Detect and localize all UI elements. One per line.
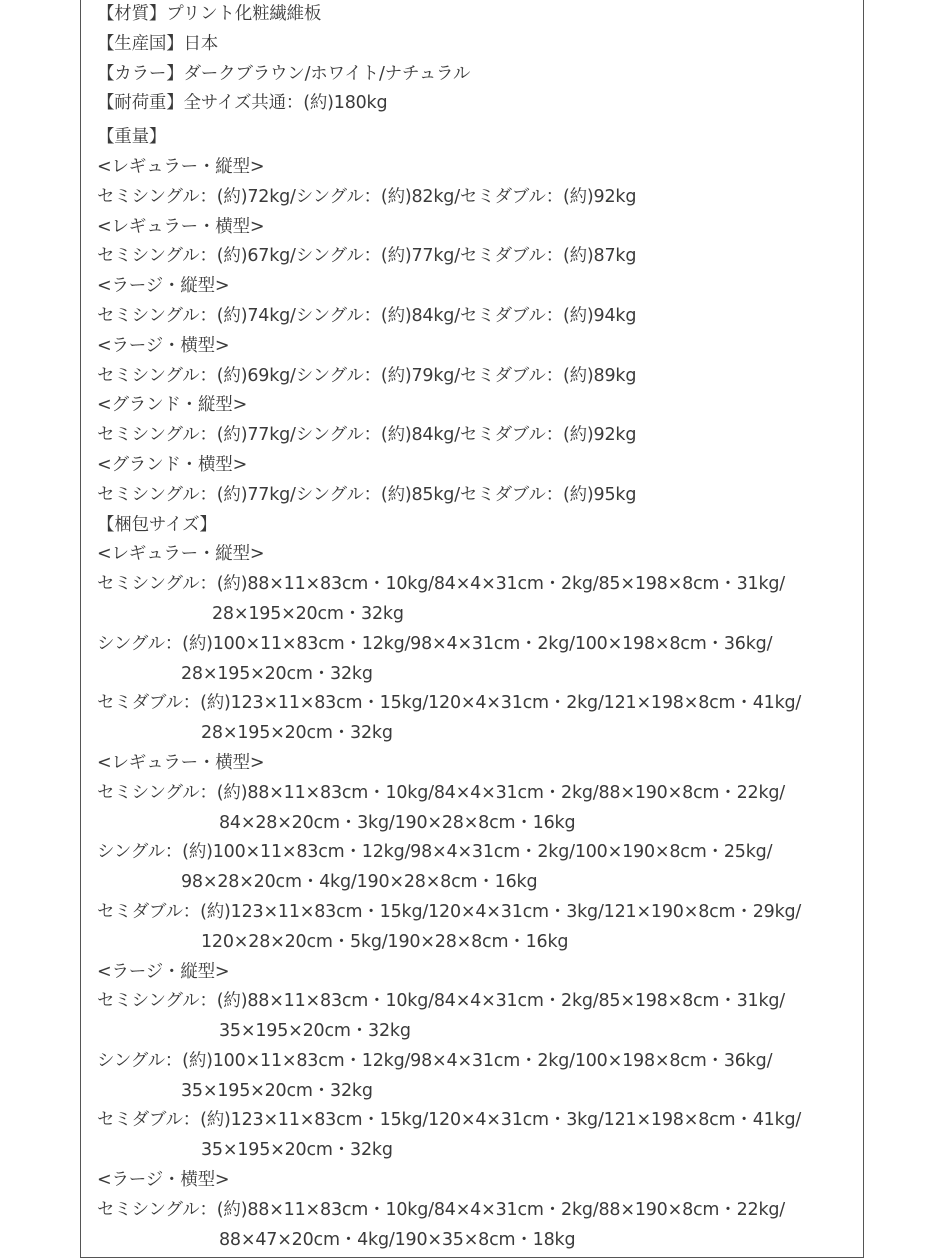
weight-label-regular-vertical: <レギュラー・縦型> [97, 156, 265, 177]
weight-values-grand-vertical: セミシングル：(約)77kg/シングル：(約)84kg/セミダブル：(約)92kg [97, 425, 637, 446]
package-row-line1: セミシングル：(約)88×11×83cm・10kg/84×4×31cm・2kg/85×198×8cm・31kg/ [97, 991, 785, 1012]
package-row-line2: 98×28×20cm・4kg/190×28×8cm・16kg [181, 872, 538, 893]
package-row-line1: セミダブル：(約)123×11×83cm・15kg/120×4×31cm・2kg/121×198×8cm・41kg/ [97, 693, 802, 714]
package-row-line1: セミシングル：(約)88×11×83cm・10kg/84×4×31cm・2kg/88×190×8cm・22kg/ [97, 782, 785, 803]
spec-document [97, 0, 857, 1255]
package-row-line1: シングル：(約)100×11×83cm・12kg/98×4×31cm・2kg/100×190×8cm・25kg/ [97, 842, 773, 863]
package-heading: 【梱包サイズ】 [97, 514, 217, 535]
weight-label-regular-horizontal: <レギュラー・横型> [97, 216, 265, 237]
weight-values-large-horizontal: セミシングル：(約)69kg/シングル：(約)79kg/セミダブル：(約)89kg [97, 365, 637, 386]
package-row-line2: 88×47×20cm・4kg/190×35×8cm・18kg [219, 1229, 576, 1250]
package-row-line2: 35×195×20cm・32kg [201, 1140, 393, 1161]
package-row-line1: セミダブル：(約)123×11×83cm・15kg/120×4×31cm・3kg/121×190×8cm・29kg/ [97, 901, 802, 922]
weight-values-regular-horizontal: セミシングル：(約)67kg/シングル：(約)77kg/セミダブル：(約)87kg [97, 246, 637, 267]
package-label-regular-vertical: <レギュラー・縦型> [97, 544, 265, 565]
load-line: 【耐荷重】全サイズ共通：(約)180kg [97, 93, 388, 114]
package-row-line1: セミダブル：(約)123×11×83cm・15kg/120×4×31cm・3kg/121×198×8cm・41kg/ [97, 1110, 802, 1131]
package-row-line2: 120×28×20cm・5kg/190×28×8cm・16kg [201, 931, 569, 952]
package-row-line2: 84×28×20cm・3kg/190×28×8cm・16kg [219, 812, 576, 833]
package-row-line2: 28×195×20cm・32kg [181, 663, 373, 684]
weight-label-grand-horizontal: <グランド・横型> [97, 454, 248, 475]
package-row-line1: シングル：(約)100×11×83cm・12kg/98×4×31cm・2kg/100×198×8cm・36kg/ [97, 1050, 773, 1071]
material-line: 【材質】プリント化粧繊維板 [97, 4, 322, 24]
weight-label-grand-vertical: <グランド・縦型> [97, 395, 248, 416]
package-row-line2: 35×195×20cm・32kg [181, 1080, 373, 1101]
package-label-regular-horizontal: <レギュラー・横型> [97, 752, 265, 773]
package-row-line2: 28×195×20cm・32kg [212, 603, 404, 624]
package-label-large-horizontal: <ラージ・横型> [97, 1170, 230, 1191]
origin-line: 【生産国】日本 [97, 33, 219, 54]
weight-values-large-vertical: セミシングル：(約)74kg/シングル：(約)84kg/セミダブル：(約)94kg [97, 305, 637, 326]
weight-values-regular-vertical: セミシングル：(約)72kg/シングル：(約)82kg/セミダブル：(約)92kg [97, 186, 637, 207]
weight-label-large-horizontal: <ラージ・横型> [97, 335, 230, 356]
package-row-line1: セミシングル：(約)88×11×83cm・10kg/84×4×31cm・2kg/88×190×8cm・22kg/ [97, 1199, 785, 1220]
weight-label-large-vertical: <ラージ・縦型> [97, 276, 230, 297]
color-line: 【カラー】ダークブラウン/ホワイト/ナチュラル [97, 63, 471, 84]
package-row-line1: シングル：(約)100×11×83cm・12kg/98×4×31cm・2kg/100×198×8cm・36kg/ [97, 633, 773, 654]
weight-values-grand-horizontal: セミシングル：(約)77kg/シングル：(約)85kg/セミダブル：(約)95kg [97, 484, 637, 505]
package-label-large-vertical: <ラージ・縦型> [97, 961, 230, 982]
package-row-line2: 28×195×20cm・32kg [201, 723, 393, 744]
package-row-line1: セミシングル：(約)88×11×83cm・10kg/84×4×31cm・2kg/85×198×8cm・31kg/ [97, 574, 785, 595]
package-row-line2: 35×195×20cm・32kg [219, 1021, 411, 1042]
weight-heading: 【重量】 [97, 127, 167, 148]
